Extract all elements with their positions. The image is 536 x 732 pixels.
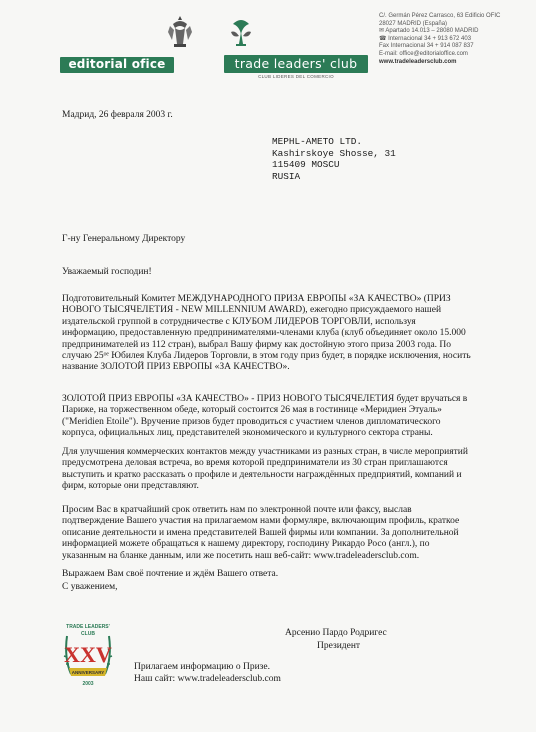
anniversary-badge xyxy=(61,622,115,692)
paragraph-business-meeting xyxy=(62,447,492,493)
paragraph-line: описание деятельности и имена представителей Вашей фирмы или компании. За дополнительной xyxy=(62,527,459,538)
paragraph-line: Подготовительный Комитет МЕЖДУНАРОДНОГО ПРИЗА ЕВРОПЫ «ЗА КАЧЕСТВО» (ПРИЗ xyxy=(62,294,451,304)
trade-leaders-club-logo: trade leaders' club xyxy=(224,55,368,73)
paragraph-line: фирм, которые они представляют. xyxy=(62,481,199,492)
paragraph-line: Просим Вас в кратчайший срок ответить нам по электронной почте или факсу, выслав xyxy=(62,505,412,515)
address-line: E-mail: office@editorialoffice.com xyxy=(379,50,468,57)
recipient-line: МЕРНL-AMETO LTD. xyxy=(272,136,363,147)
address-line: ✉ Apartado 14.013 – 28080 MADRID xyxy=(379,28,479,35)
signature-name: Арсенио Пардо Родригес xyxy=(285,628,387,638)
paragraph-line: ЗОЛОТОЙ ПРИЗ ЕВРОПЫ «ЗА КАЧЕСТВО» - ПРИЗ НОВОГО ТЫСЯЧЕЛЕТИЯ будет вручаться в xyxy=(62,394,468,404)
letterhead-address xyxy=(379,13,535,66)
address-line: 28027 MADRID (España) xyxy=(379,20,448,27)
recipient-line: RUSIA xyxy=(272,170,301,182)
salutation: Г-ну Генеральному Директору xyxy=(62,234,186,244)
badge-top-text: TRADE LEADERS' xyxy=(66,624,110,630)
greeting: Уважаемый господин! xyxy=(62,267,152,277)
closing-regards: Выражаем Вам своё почтение и ждём Вашего ответа. xyxy=(62,569,279,579)
paragraph-line: Для улучшения коммерческих контактов между участниками из разных стран, в числе мероприятий xyxy=(62,447,468,457)
paragraph-line: НОВОГО ТЫСЯЧЕЛЕТИЯ - NEW MILLENNIUM AWARD), ежегодно присуждаемого нашей xyxy=(62,305,442,316)
paragraph-line: Париже, на торжественном обеде, который состоится 26 мая в гостинице «Меридиен Этуаль» xyxy=(62,405,442,416)
editorial-office-logo: editorial ofice xyxy=(60,57,174,73)
recipient-address xyxy=(272,136,396,182)
badge-year: 2003 xyxy=(82,681,94,687)
enclosure-line: Прилагаем информацию о Призе. xyxy=(134,662,271,672)
recipient-line: 115409 MOSCU xyxy=(272,159,340,171)
club-subtitle: CLUB LIDERES DEL COMERCIO xyxy=(258,74,334,79)
paragraph-line: выступить и кратко рассказать о профиле и деятельности награждённых предприятий, компаний и xyxy=(62,469,462,480)
paragraph-line: ("Meridien Etoile"). Вручение призов будет проводиться с участием членов дипломатического xyxy=(62,416,441,427)
paragraph-line: указанным на бланке данным, или же посетить наш веб-сайт: www.tradeleadersclub.com. xyxy=(62,550,420,561)
recipient-line: Kashirskoye Shosse, 31 xyxy=(272,147,396,159)
letterhead-website: www.tradeleadersclub.com xyxy=(379,58,457,65)
paragraph-reply-request xyxy=(62,505,492,562)
badge-club-text: CLUB xyxy=(81,631,95,637)
address-line: ☎ Internacional 34 + 913 672 403 xyxy=(379,35,472,42)
enclosure-note xyxy=(134,662,281,685)
signature-title: Президент xyxy=(317,641,361,651)
address-line: Fax Internacional 34 + 914 087 837 xyxy=(379,43,474,50)
closing-respect: С уважением, xyxy=(62,582,118,592)
paragraph-line: случаю 25ᵒᵉ Юбилея Клуба Лидеров Торговли, в этом году приз будет, в порядке исключения, носить xyxy=(62,351,471,362)
paragraph-line: информацией можете обращаться к нашему директору, господину Рикардо Росо (англ.), по xyxy=(62,539,430,550)
badge-numeral: XXV xyxy=(64,642,112,667)
paragraph-line: корпуса, официальных лиц, представителей экономического и культурного сектора страны. xyxy=(62,428,433,439)
paragraph-line: название ЗОЛОТОЙ ПРИЗ ЕВРОПЫ «ЗА КАЧЕСТВО». xyxy=(62,362,290,373)
address-line: C/. Germán Pérez Carrasco, 63 Edificio OFIC xyxy=(379,13,501,19)
letter-date: Мадрид, 26 февраля 2003 г. xyxy=(62,110,173,120)
paragraph-line: предпринимателей из 112 стран), выбрал Вашу фирму как достойную этого приза 2003 года. По xyxy=(62,339,452,350)
paragraph-line: предусмотрена деловая встреча, во время которой предприниматели из 30 стран приглашаются xyxy=(62,458,448,469)
paragraph-line: подтверждение Вашего участия на прилагаемом нами формуляре, включающим профиль, краткое xyxy=(62,516,460,527)
paragraph-line: информацию, предоставленную предпринимателями-членами клуба (клуб объединяет около 15.000 xyxy=(62,328,466,339)
badge-ribbon-text: ANNIVERSARY xyxy=(71,670,105,675)
paragraph-line: издательской группой в сотрудничестве с КЛУБОМ ЛИДЕРОВ ТОРГОВЛИ, используя xyxy=(62,316,416,327)
paragraph-ceremony xyxy=(62,394,492,440)
enclosure-line: Наш сайт: www.tradeleadersclub.com xyxy=(134,673,281,684)
editorial-emblem-icon xyxy=(165,14,195,50)
paragraph-award-announcement xyxy=(62,294,492,374)
trade-leaders-emblem-icon xyxy=(227,14,255,48)
